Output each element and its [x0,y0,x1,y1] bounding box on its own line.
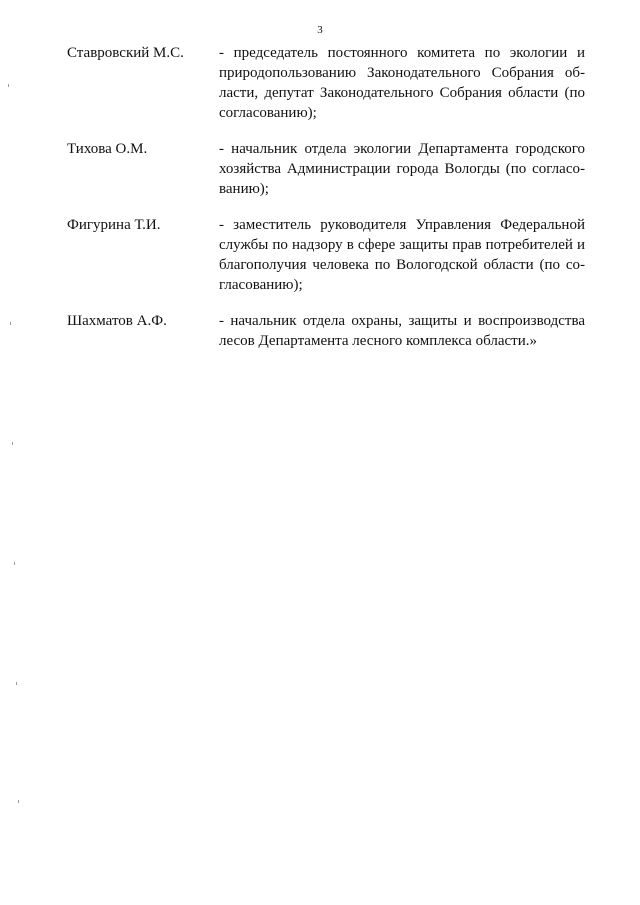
scan-mark [18,800,19,803]
member-row [0,311,640,351]
page-number: 3 [317,24,323,36]
scan-mark [12,442,13,445]
member-list [0,43,640,367]
scan-mark [16,682,17,685]
member-name: Тихова О.М. [67,141,148,157]
member-role: - начальник отдела охраны, защиты и воспроизводства лесов Департамента лесного комплекса области.» [219,313,585,349]
scan-mark [14,562,15,565]
member-row [0,215,640,295]
member-row [0,43,640,123]
member-name: Ставровский М.С. [67,45,184,61]
scan-mark [8,84,9,87]
member-role: - начальник отдела экологии Департамента городского хозяйства Администрации города Вологды (по согласованию); [219,141,585,197]
scan-mark [10,322,11,325]
member-name: Шахматов А.Ф. [67,313,167,329]
member-name: Фигурина Т.И. [67,217,161,233]
member-row [0,139,640,199]
member-role: - заместитель руководителя Управления Федеральной службы по надзору в сфере защиты прав потребителей и благополучия человека по Вологодской области (по согласованию); [219,217,585,293]
member-role: - председатель постоянного комитета по экологии и природопользованию Законодательного Собрания области, депутат Законодательного Собрания области (по согласованию); [219,45,585,121]
